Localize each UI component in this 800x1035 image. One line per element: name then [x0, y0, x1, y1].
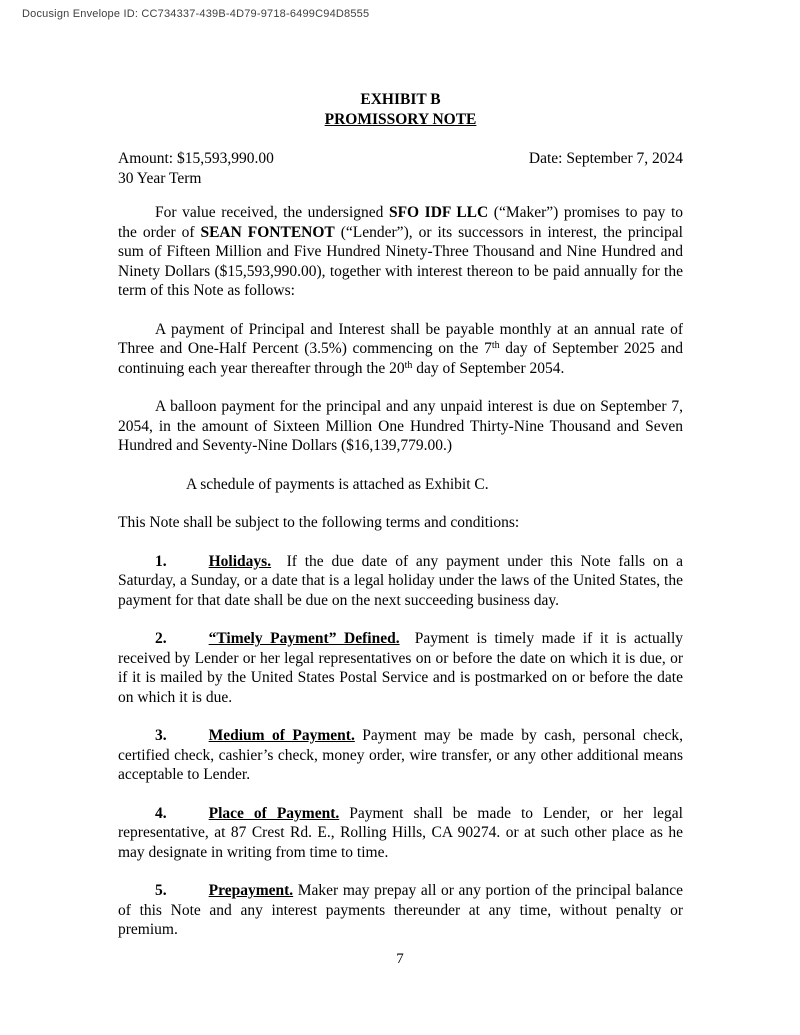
- note-meta: [118, 149, 683, 188]
- document-body: [118, 90, 683, 940]
- paragraph-terms-intro: This Note shall be subject to the following terms and conditions:: [118, 514, 520, 531]
- exhibit-label: EXHIBIT B: [360, 91, 441, 108]
- date-value: Date: September 7, 2024: [528, 150, 683, 167]
- amount-value: Amount: $15,593,990.00: [118, 150, 274, 167]
- term-item-prepayment: 5. Prepayment. Maker may prepay all or any portion of the principal balance of this Note and any interest payments thereunder at any time, without penalty or premium.: [118, 882, 683, 938]
- document-title: [118, 90, 683, 129]
- term-item-medium-of-payment: 3. Medium of Payment. Payment may be made by cash, personal check, certified check, cashier’s check, money order, wire transfer, or any other additional means acceptable to Lender.: [118, 727, 683, 783]
- paragraph-schedule-exhibit-c: A schedule of payments is attached as Exhibit C.: [186, 475, 489, 493]
- amount-date-row: [118, 149, 683, 169]
- paragraph-balloon-payment: A balloon payment for the principal and any unpaid interest is due on September 7, 2054, in the amount of Sixteen Million One Hundred Thirty-Nine Thousand and Seven Hundred and Seventy-Nine Dollars ($16,139,779.00.): [118, 398, 683, 454]
- term-value: 30 Year Term: [118, 169, 202, 187]
- paragraph-monthly-payment: A payment of Principal and Interest shall be payable monthly at an annual rate of Three and One-Half Percent (3.5%) commencing on the 7th day of September 2025 and continuing each year thereafter through the 20th day of September 2054.: [118, 320, 683, 377]
- page-number: 7: [396, 951, 404, 967]
- docusign-envelope-id: Docusign Envelope ID: CC734337-439B-4D79-9718-6499C94D8555: [22, 8, 370, 20]
- term-item-timely-payment-defined: 2. “Timely Payment” Defined. Payment is timely made if it is actually received by Lender or her legal representatives on or before the date on which it is due, or if it is mailed by the United States Postal Service and is postmarked on or before the date on which it is due.: [118, 630, 683, 706]
- term-item-place-of-payment: 4. Place of Payment. Payment shall be made to Lender, or her legal representative, at 87 Crest Rd. E., Rolling Hills, CA 90274. or at such other place as he may designate in writing from time to time.: [118, 804, 683, 861]
- document-type-heading: PROMISSORY NOTE: [324, 110, 477, 128]
- paragraph-value-received: For value received, the undersigned SFO IDF LLC (“Maker”) promises to pay to the order of SEAN FONTENOT (“Lender”), or its successors in interest, the principal sum of Fifteen Million and Five Hundred Ninety-Three Thousand and Nine Hundred and Ninety Dollars ($15,593,990.00), together with interest thereon to be paid annually for the term of this Note as follows:: [118, 204, 684, 299]
- term-item-holidays: 1. Holidays. If the due date of any payment under this Note falls on a Saturday, a Sunday, or a date that is a legal holiday under the laws of the United States, the payment for that date shall be due on the next succeeding business day.: [118, 552, 683, 609]
